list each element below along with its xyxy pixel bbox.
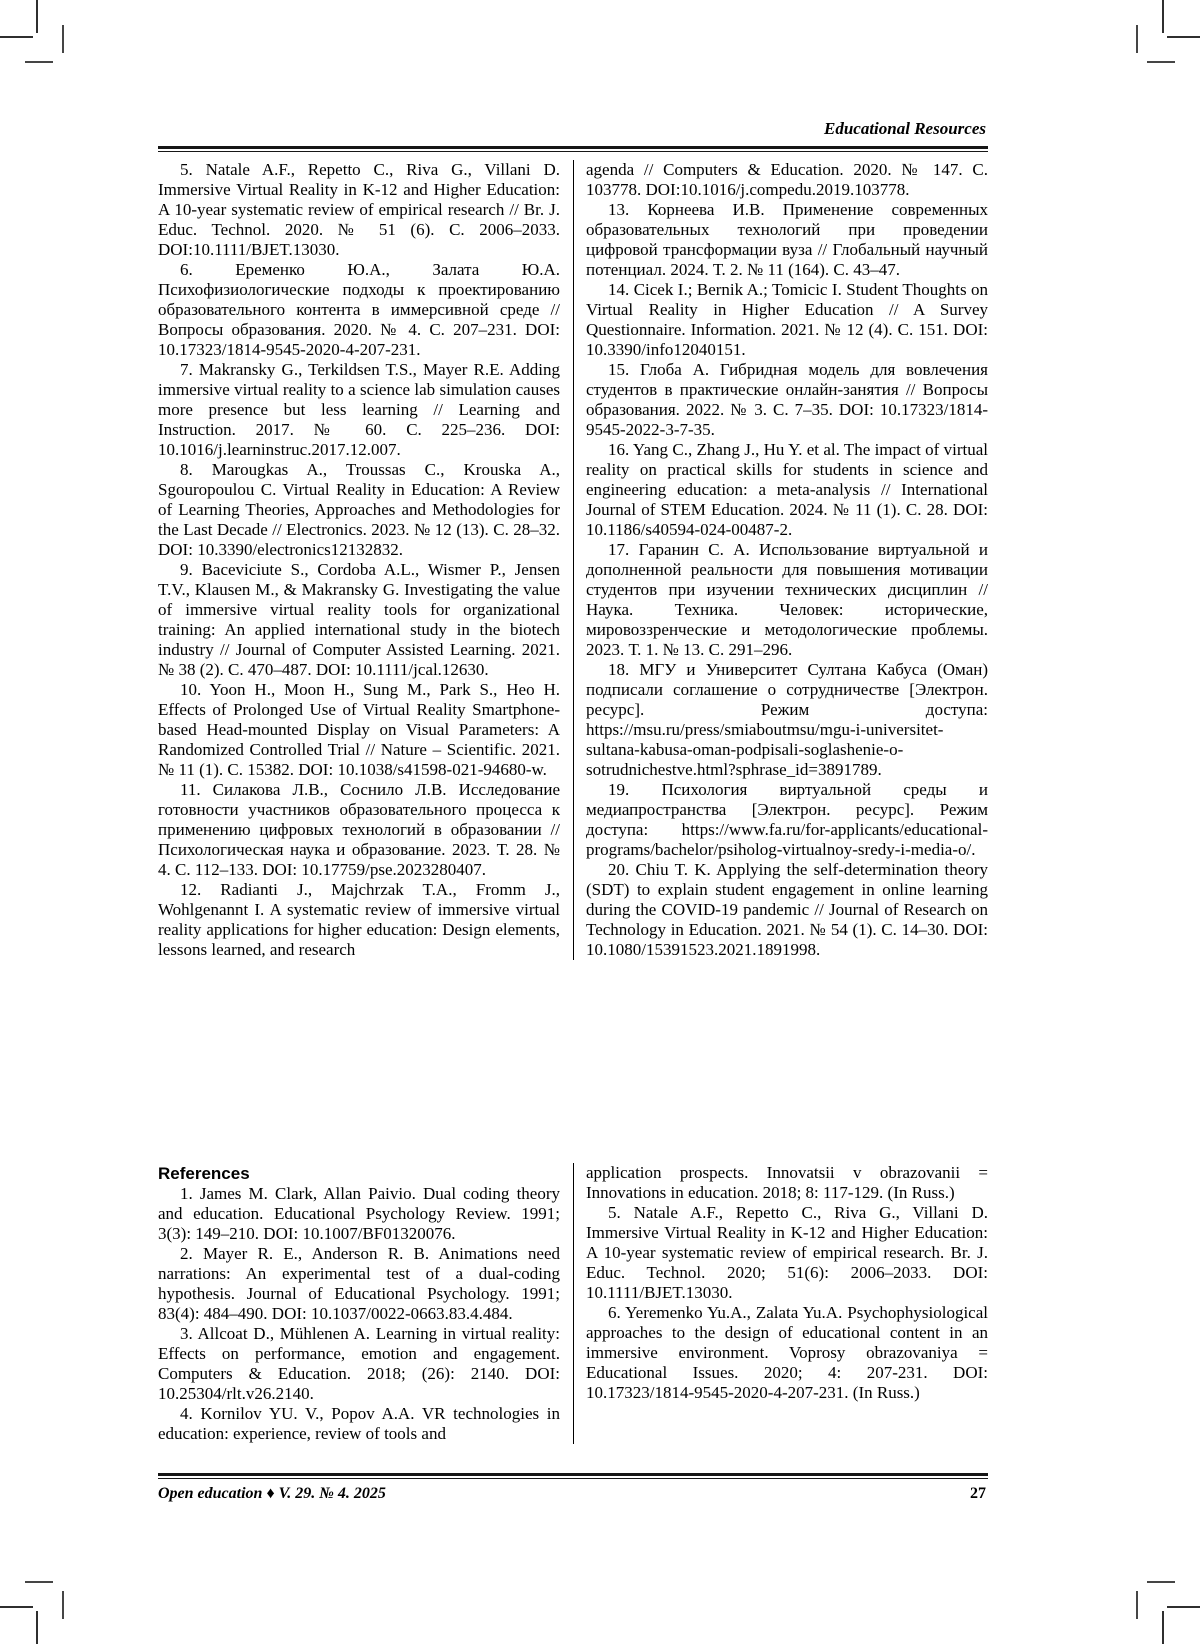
reference-item: 9. Baceviciute S., Cordoba A.L., Wismer P., Jensen T.V., Klausen M., & Makransky G. Investigating the value of immersive virtual reality tools for organizational training: An applied international study in the biotech industry // Journal of Computer Assisted Learning. 2021. № 38 (2). С. 470–487. DOI: 10.1111/jcal.12630. (158, 560, 560, 679)
header-rule (158, 146, 988, 152)
crop-mark (1162, 0, 1164, 33)
reference-item-continuation: application prospects. Innovatsii v obrazovanii = Innovations in education. 2018; 8: 117-129. (In Russ.) (586, 1163, 988, 1202)
reference-item: 8. Marougkas A., Troussas C., Krouska A., Sgouropoulou C. Virtual Reality in Education: A Review of Learning Theories, Approaches and Methodologies for the Last Decade // Electronics. 2023. № 12 (13). С. 28–32. DOI: 10.3390/electronics12132832. (158, 460, 560, 559)
reference-item: 12. Radianti J., Majchrzak T.A., Fromm J., Wohlgenannt I. A systematic review of immersive virtual reality applications for higher education: Design elements, lessons learned, and research (158, 880, 560, 959)
crop-mark (1136, 1591, 1138, 1619)
reference-item: 6. Yeremenko Yu.A., Zalata Yu.A. Psychophysiological approaches to the design of educational content in an immersive environment. Voprosy obrazovaniya = Educational Issues. 2020; 4: 207-231. DOI: 10.17323/1814-9545-2020-4-207-231. (In Russ.) (586, 1303, 988, 1402)
references-left-column (158, 1163, 560, 1444)
reference-item: 19. Психология виртуальной среды и медиапространства [Электрон. ресурс]. Режим доступа: https://www.fa.ru/for-applicants/educational-programs/bachelor/psiholog-virtualnoy-sredy-i-media-o/. (586, 780, 988, 859)
reference-item: 17. Гаранин С. А. Использование виртуальной и дополненной реальности для повышения мотивации студентов при изучении технических дисциплин // Наука. Техника. Человек: исторические, мировоззренческие и методологические проблемы. 2023. Т. 1. № 13. С. 291–296. (586, 540, 988, 659)
column-divider (573, 1163, 574, 1444)
reference-item: 18. МГУ и Университет Султана Кабуса (Оман) подписали соглашение о сотрудничестве [Электрон. ресурс]. Режим доступа: https://msu.ru/press/smiaboutmsu/mgu-i-universitet-sultana-kabusa-oman-podpisali-soglashenie-o-sotrudnichestve.html?sphrase_id=3891789. (586, 660, 988, 779)
reference-item: 15. Глоба А. Гибридная модель для вовлечения студентов в практические онлайн-занятия // Вопросы образования. 2022. № 3. С. 7–35. DOI: 10.17323/1814-9545-2022-3-7-35. (586, 360, 988, 439)
page-footer (158, 1484, 988, 1504)
reference-item: 16. Yang C., Zhang J., Hu Y. et al. The impact of virtual reality on practical skills for students in science and engineering education: a meta-analysis // International Journal of STEM Education. 2024. № 11 (1). С. 28. DOI: 10.1186/s40594-024-00487-2. (586, 440, 988, 539)
crop-mark (62, 25, 64, 53)
reference-item: 20. Chiu T. K. Applying the self-determination theory (SDT) to explain student engagement in online learning during the COVID-19 pandemic // Journal of Research on Technology in Education. 2021. № 54 (1). С. 14–30. DOI: 10.1080/15391523.2021.1891998. (586, 860, 988, 959)
reference-item: 5. Natale A.F., Repetto C., Riva G., Villani D. Immersive Virtual Reality in K-12 and Higher Education: A 10-year systematic review of empirical research // Br. J. Educ. Technol. 2020. № 51 (6). С. 2006–2033. DOI:10.1111/BJET.13030. (158, 160, 560, 259)
crop-mark (25, 1581, 53, 1583)
crop-mark (1136, 25, 1138, 53)
crop-mark (1162, 1611, 1164, 1644)
crop-mark (1147, 61, 1175, 63)
reference-item: 14. Cicek I.; Bernik A.; Tomicic I. Student Thoughts on Virtual Reality in Higher Education // A Survey Questionnaire. Information. 2021. № 12 (4). С. 151. DOI: 10.3390/info12040151. (586, 280, 988, 359)
bibliography-left-column (158, 160, 560, 960)
crop-mark (0, 1606, 33, 1608)
reference-item: 4. Kornilov YU. V., Popov A.A. VR technologies in education: experience, review of tools and (158, 1404, 560, 1443)
crop-mark (62, 1591, 64, 1619)
bibliography-section (158, 160, 988, 960)
reference-item: 5. Natale A.F., Repetto C., Riva G., Villani D. Immersive Virtual Reality in K-12 and Higher Education: A 10-year systematic review of empirical research. Br. J. Educ. Technol. 2020; 51(6): 2006–2033. DOI: 10.1111/BJET.13030. (586, 1203, 988, 1302)
crop-mark (1167, 36, 1200, 38)
crop-mark (36, 1611, 38, 1644)
references-right-column (586, 1163, 988, 1444)
reference-item: 11. Силакова Л.В., Соснило Л.В. Исследование готовности участников образовательного процесса к применению цифровых технологий в образовании // Психологическая наука и образование. 2023. Т. 28. № 4. С. 112–133. DOI: 10.17759/pse.2023280407. (158, 780, 560, 879)
reference-item: 13. Корнеева И.В. Применение современных образовательных технологий при проведении цифровой трансформации вуза // Глобальный научный потенциал. 2024. Т. 2. № 11 (164). С. 43–47. (586, 200, 988, 279)
column-divider (573, 160, 574, 960)
page-number: 27 (970, 1485, 986, 1502)
bibliography-right-column (586, 160, 988, 960)
references-heading: References (158, 1164, 250, 1183)
reference-item: 7. Makransky G., Terkildsen T.S., Mayer R.E. Adding immersive virtual reality to a science lab simulation causes more presence but less learning // Learning and Instruction. 2017. № 60. С. 225–236. DOI: 10.1016/j.learninstruc.2017.12.007. (158, 360, 560, 459)
running-head: Educational Resources (824, 119, 986, 138)
reference-item: 10. Yoon H., Moon H., Sung M., Park S., Heo H. Effects of Prolonged Use of Virtual Reality Smartphone-based Head-mounted Display on Visual Parameters: A Randomized Controlled Trial // Nature – Scientific. 2021. № 11 (1). С. 15382. DOI: 10.1038/s41598-021-94680-w. (158, 680, 560, 779)
page-content (158, 0, 988, 1644)
crop-mark (25, 61, 53, 63)
crop-mark (1167, 1606, 1200, 1608)
crop-mark (0, 36, 33, 38)
crop-mark (1147, 1581, 1175, 1583)
reference-item: 1. James M. Clark, Allan Paivio. Dual coding theory and education. Educational Psychology Review. 1991; 3(3): 149–210. DOI: 10.1007/BF01320076. (158, 1184, 560, 1243)
reference-item: 2. Mayer R. E., Anderson R. B. Animations need narrations: An experimental test of a dual-coding hypothesis. Journal of Educational Psychology. 1991; 83(4): 484–490. DOI: 10.1037/0022-0663.83.4.484. (158, 1244, 560, 1323)
crop-mark (36, 0, 38, 33)
references-section (158, 1163, 988, 1444)
journal-volume-line: Open education ♦ V. 29. № 4. 2025 (158, 1485, 386, 1502)
footer-rule (158, 1473, 988, 1479)
reference-item-continuation: agenda // Computers & Education. 2020. № 147. С. 103778. DOI:10.1016/j.compedu.2019.103778. (586, 160, 988, 199)
reference-item: 3. Allcoat D., Mühlenen A. Learning in virtual reality: Effects on performance, emotion and engagement. Computers & Education. 2018; (26): 2140. DOI: 10.25304/rlt.v26.2140. (158, 1324, 560, 1403)
reference-item: 6. Еременко Ю.А., Залата Ю.А. Психофизиологические подходы к проектированию образовательного контента в иммерсивной среде // Вопросы образования. 2020. № 4. С. 207–231. DOI: 10.17323/1814-9545-2020-4-207-231. (158, 260, 560, 359)
